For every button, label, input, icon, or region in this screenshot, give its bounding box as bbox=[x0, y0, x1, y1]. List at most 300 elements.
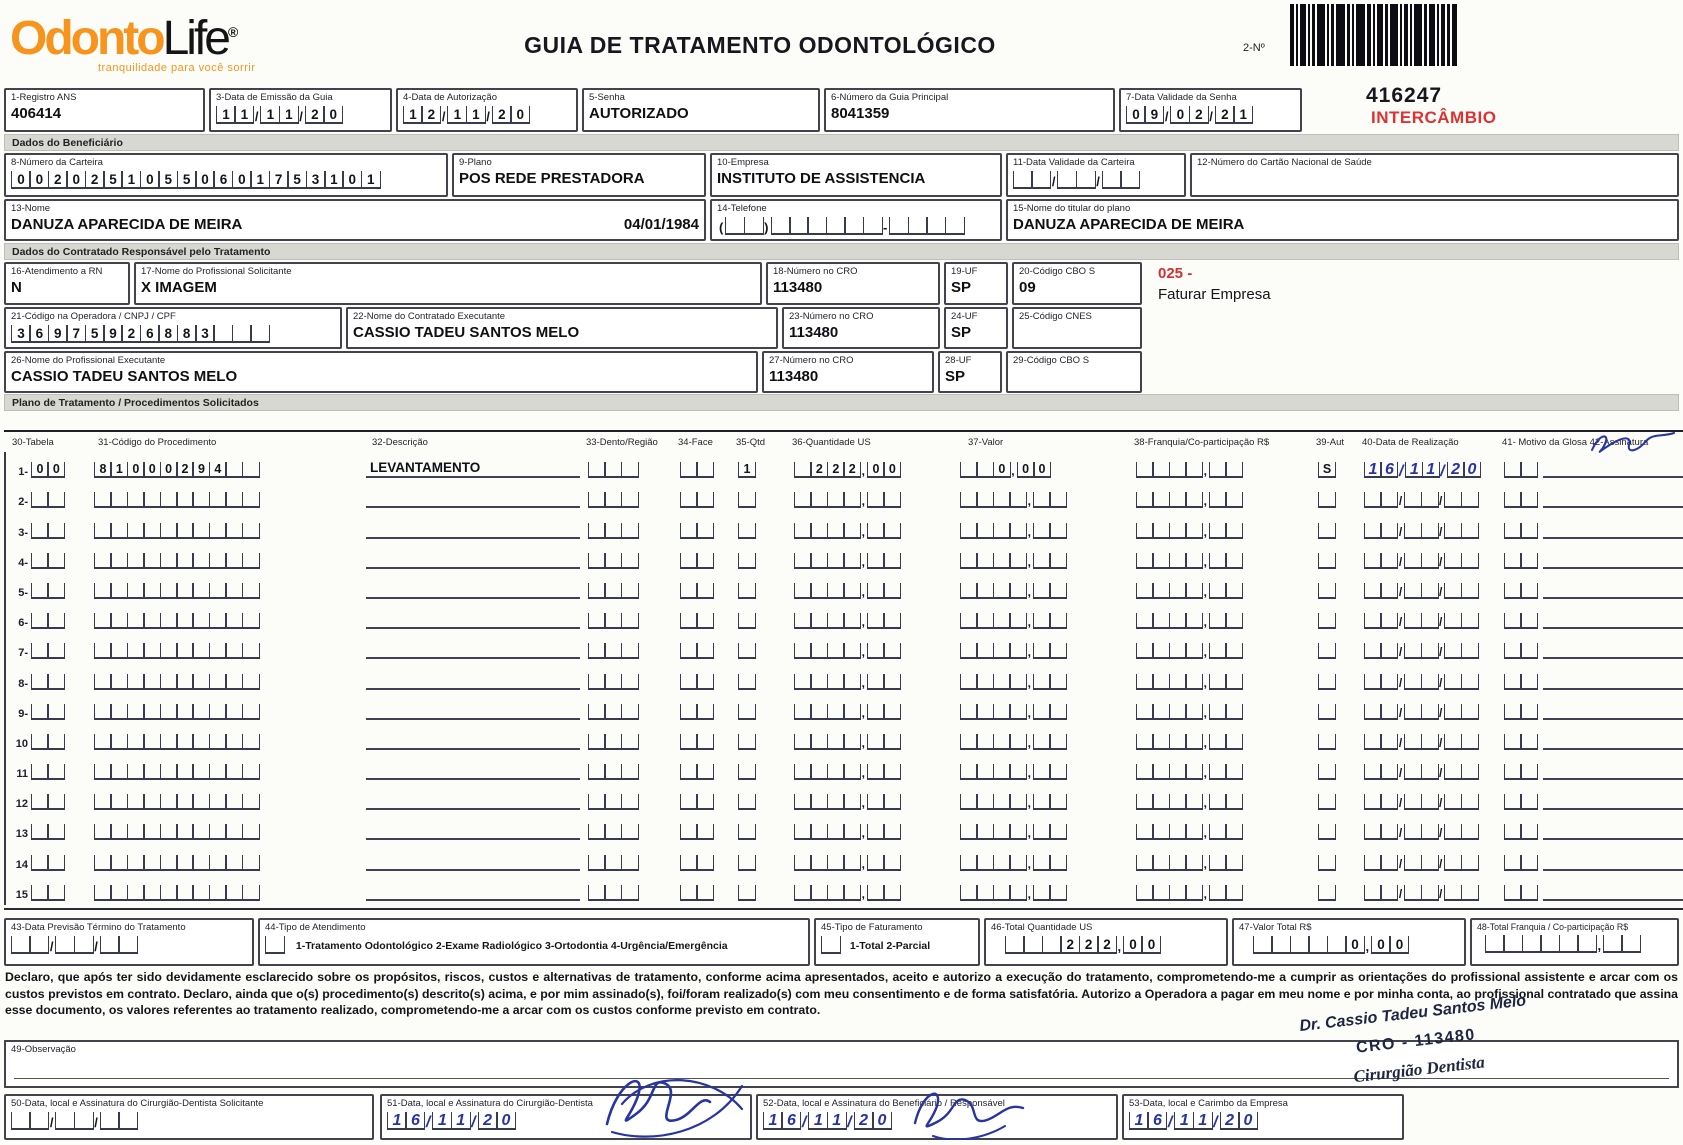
field-data-emissao: 3-Data de Emissão da Guia 1 1 / 1 1 / 2 0 bbox=[209, 88, 392, 132]
field-total-quantidade-us: 46-Total Quantidade US 2 2 2 , 0 0 bbox=[984, 918, 1228, 966]
signature-line bbox=[1543, 553, 1683, 569]
cell-dento-regiao bbox=[588, 701, 680, 724]
row-number: 15 bbox=[15, 888, 28, 901]
cell-glosa-assinatura bbox=[1504, 821, 1683, 844]
cell-tabela bbox=[6, 580, 94, 603]
cell-glosa-assinatura bbox=[1504, 610, 1683, 633]
cell-descricao bbox=[366, 792, 588, 814]
cell-tabela bbox=[6, 701, 94, 724]
cell-qtd bbox=[738, 882, 794, 905]
row-number: 6- bbox=[18, 617, 28, 630]
section-beneficiario: Dados do Beneficiário bbox=[4, 134, 1679, 151]
row-number: 8- bbox=[18, 677, 28, 690]
cell-tabela bbox=[6, 610, 94, 633]
cell-dento-regiao bbox=[588, 580, 680, 603]
cell-valor: , bbox=[960, 550, 1136, 573]
cell-descricao bbox=[366, 641, 588, 663]
signature-line bbox=[1543, 523, 1683, 539]
birth-date: 04/01/1984 bbox=[623, 216, 699, 233]
cell-dento-regiao bbox=[588, 791, 680, 814]
field-uf-profissional-executante: 28-UF SP bbox=[938, 351, 1002, 393]
cell-franquia: , bbox=[1136, 520, 1318, 543]
cell-codigo bbox=[94, 640, 366, 663]
signature-line bbox=[1543, 885, 1683, 901]
row-number: 2- bbox=[18, 496, 28, 509]
field-nome-beneficiario: 13-Nome DANUZA APARECIDA DE MEIRA 04/01/1984 bbox=[4, 199, 706, 241]
cell-dento-regiao bbox=[588, 731, 680, 754]
cell-qtd bbox=[738, 550, 794, 573]
cell-valor: , bbox=[960, 671, 1136, 694]
cell-franquia: , bbox=[1136, 580, 1318, 603]
signature-line bbox=[1543, 704, 1683, 720]
row-number: 9- bbox=[18, 707, 28, 720]
cell-franquia: , bbox=[1136, 640, 1318, 663]
cell-data-realizacao: / / bbox=[1364, 610, 1504, 633]
col-aut: 39-Aut bbox=[1316, 437, 1344, 448]
cell-dento-regiao bbox=[588, 852, 680, 875]
field-valor-total: 47-Valor Total R$ 0 , 0 0 bbox=[1232, 918, 1466, 966]
cell-aut bbox=[1318, 550, 1364, 573]
note-code: 025 - bbox=[1158, 265, 1193, 282]
col-data-realizacao: 40-Data de Realização bbox=[1362, 437, 1459, 448]
cell-face bbox=[680, 671, 738, 694]
form-title: GUIA DE TRATAMENTO ODONTOLÓGICO bbox=[524, 32, 996, 58]
cell-tabela bbox=[6, 852, 94, 875]
cell-aut bbox=[1318, 852, 1364, 875]
field-contratado-executante: 22-Nome do Contratado Executante CASSIO TADEU SANTOS MELO bbox=[346, 307, 778, 349]
cell-quantidade-us: , bbox=[794, 520, 960, 543]
cell-quantidade-us: , bbox=[794, 671, 960, 694]
cell-data-realizacao: / / bbox=[1364, 852, 1504, 875]
field-assinatura-beneficiario: 52-Data, local e Assinatura do Beneficiário / Responsável 1 6 / 1 1 / 2 0 bbox=[756, 1094, 1118, 1140]
cell-descricao bbox=[366, 521, 588, 543]
cell-descricao: LEVANTAMENTO bbox=[366, 460, 588, 482]
field-assinatura-cirurgiao-dentista: 51-Data, local e Assinatura do Cirurgião-Dentista 1 6 / 1 1 / 2 0 bbox=[380, 1094, 752, 1140]
cell-descricao bbox=[366, 490, 588, 512]
table-row bbox=[6, 512, 1683, 542]
cell-dento-regiao bbox=[588, 489, 680, 512]
col-tabela: 30-Tabela bbox=[12, 437, 54, 448]
field-value: 406414 bbox=[11, 105, 62, 122]
field-atendimento-rn: 16-Atendimento a RN N bbox=[4, 262, 130, 305]
cell-face bbox=[680, 459, 738, 482]
cell-qtd bbox=[738, 852, 794, 875]
cell-dento-regiao bbox=[588, 761, 680, 784]
signature-line bbox=[1543, 794, 1683, 810]
cell-tabela bbox=[6, 550, 94, 573]
cell-franquia: , bbox=[1136, 701, 1318, 724]
col-codigo: 31-Código do Procedimento bbox=[98, 437, 217, 448]
cell-codigo bbox=[94, 610, 366, 633]
cell-aut bbox=[1318, 671, 1364, 694]
cell-franquia: , bbox=[1136, 610, 1318, 633]
cell-quantidade-us: , bbox=[794, 821, 960, 844]
cell-codigo bbox=[94, 821, 366, 844]
cell-glosa-assinatura bbox=[1504, 701, 1683, 724]
cell-tabela bbox=[6, 761, 94, 784]
cell-data-realizacao: / / bbox=[1364, 731, 1504, 754]
signature-line bbox=[1543, 855, 1683, 871]
cell-aut bbox=[1318, 520, 1364, 543]
field-validade-carteira: 11-Data Validade da Carteira / / bbox=[1006, 153, 1186, 197]
declaration-text: Declaro, que após ter sido devidamente esclarecido sobre os propósitos, riscos, custos e alternativas de tratamento, conforme acima apresentados, aceito e autorizo a execução do tratamento, comprometendo-me a cumprir as orientações do profissional assistente e arcar com os custos previstos em contrato. Declaro, ainda que o(s) procedimento(s) descrito(s) acima, e por mim assinado(s), foi/foram realizado(s) com meu consentimento e de forma satisfatória. Autorizo a Operadora a pagar em meu nome e por minha conta, ao profissional contratado que assina esse documento, os valores referentes ao tratamento realizado, comprometendo-me a arcar com os custos conforme previsto em contrato. bbox=[5, 970, 1678, 1017]
field-uf-executante-contratado: 24-UF SP bbox=[944, 307, 1008, 349]
cell-face bbox=[680, 580, 738, 603]
cell-franquia: , bbox=[1136, 791, 1318, 814]
cell-data-realizacao: / / bbox=[1364, 701, 1504, 724]
faturar-empresa-note bbox=[1158, 263, 1271, 305]
cell-codigo bbox=[94, 671, 366, 694]
col-glosa-assinatura: 41- Motivo da Glosa 42-Assinatura bbox=[1502, 437, 1649, 448]
cell-qtd bbox=[738, 821, 794, 844]
col-dento-regiao: 33-Dento/Região bbox=[586, 437, 658, 448]
col-valor: 37-Valor bbox=[968, 437, 1004, 448]
field-profissional-executante: 26-Nome do Profissional Executante CASSIO TADEU SANTOS MELO bbox=[4, 351, 758, 393]
table-row bbox=[6, 844, 1683, 874]
field-registro-ans bbox=[4, 88, 205, 132]
beneficiary-signature bbox=[905, 1078, 1035, 1140]
odontolife-logo bbox=[10, 6, 238, 65]
cell-glosa-assinatura bbox=[1504, 852, 1683, 875]
cell-quantidade-us: , bbox=[794, 610, 960, 633]
cell-valor: , bbox=[960, 701, 1136, 724]
field-cnes: 25-Código CNES bbox=[1012, 307, 1142, 349]
field-profissional-solicitante: 17-Nome do Profissional Solicitante X IMAGEM bbox=[134, 262, 762, 305]
cell-valor: , bbox=[960, 489, 1136, 512]
cell-face bbox=[680, 821, 738, 844]
field-empresa: 10-Empresa INSTITUTO DE ASSISTENCIA bbox=[710, 153, 1002, 197]
field-cro-solicitante: 18-Número no CRO 113480 bbox=[766, 262, 940, 305]
cell-aut bbox=[1318, 640, 1364, 663]
table-header bbox=[4, 430, 1683, 452]
field-cro-profissional-executante: 27-Número no CRO 113480 bbox=[762, 351, 934, 393]
table-row bbox=[6, 543, 1683, 573]
cell-franquia: , bbox=[1136, 882, 1318, 905]
cell-franquia: , bbox=[1136, 459, 1318, 482]
cell-valor: , bbox=[960, 791, 1136, 814]
cell-tabela bbox=[6, 640, 94, 663]
barcode bbox=[1290, 4, 1458, 66]
field-titular-plano: 15-Nome do titular do plano DANUZA APARECIDA DE MEIRA bbox=[1006, 199, 1679, 241]
col-franquia: 38-Franquia/Co-participação R$ bbox=[1134, 437, 1270, 448]
cell-data-realizacao: / / bbox=[1364, 761, 1504, 784]
field-cbo-executante: 29-Código CBO S bbox=[1006, 351, 1142, 393]
cell-data-realizacao: / / bbox=[1364, 821, 1504, 844]
row-number: 10 bbox=[15, 737, 28, 750]
signature-line bbox=[1543, 583, 1683, 599]
col-quantidade-us: 36-Quantidade US bbox=[792, 437, 871, 448]
cell-qtd bbox=[738, 520, 794, 543]
cell-glosa-assinatura bbox=[1504, 791, 1683, 814]
table-row bbox=[6, 754, 1683, 784]
cell-valor: , bbox=[960, 520, 1136, 543]
cell-qtd bbox=[738, 489, 794, 512]
cell-aut bbox=[1318, 821, 1364, 844]
field-total-franquia: 48-Total Franquia / Co-participação R$ , bbox=[1470, 918, 1679, 966]
cell-face bbox=[680, 550, 738, 573]
signature-line bbox=[1543, 613, 1683, 629]
cell-quantidade-us: , bbox=[794, 489, 960, 512]
row-number: 1- bbox=[18, 466, 28, 479]
cell-valor: , bbox=[960, 610, 1136, 633]
cell-valor: , bbox=[960, 761, 1136, 784]
cell-quantidade-us: , bbox=[794, 701, 960, 724]
cell-aut bbox=[1318, 489, 1364, 512]
cell-glosa-assinatura bbox=[1504, 520, 1683, 543]
cell-quantidade-us: , bbox=[794, 761, 960, 784]
cell-glosa-assinatura bbox=[1504, 761, 1683, 784]
cell-quantidade-us: , bbox=[794, 640, 960, 663]
cell-tabela bbox=[6, 731, 94, 754]
cell-valor: , bbox=[960, 731, 1136, 754]
cell-valor: , bbox=[960, 821, 1136, 844]
signature-line bbox=[1543, 462, 1683, 478]
row-number: 14 bbox=[15, 858, 28, 871]
field-numero-carteira: 8-Número da Carteira 0 0 2 0 2 5 1 0 5 5 0 6 0 1 7 5 3 1 0 1 bbox=[4, 153, 448, 197]
col-descricao: 32-Descrição bbox=[372, 437, 428, 448]
cell-face bbox=[680, 852, 738, 875]
signature-line bbox=[1543, 643, 1683, 659]
table-row bbox=[6, 482, 1683, 512]
field-validade-senha: 7-Data Validade da Senha 0 9 / 0 2 / 2 1 bbox=[1119, 88, 1302, 132]
cell-qtd bbox=[738, 791, 794, 814]
cell-descricao bbox=[366, 822, 588, 844]
cell-qtd bbox=[738, 671, 794, 694]
cell-tabela bbox=[6, 882, 94, 905]
signature-line bbox=[1543, 764, 1683, 780]
cell-codigo bbox=[94, 550, 366, 573]
row-number: 13 bbox=[15, 828, 28, 841]
cell-valor: , bbox=[960, 580, 1136, 603]
cell-dento-regiao bbox=[588, 882, 680, 905]
cell-quantidade-us: , bbox=[794, 731, 960, 754]
field-observacao: 49-Observação bbox=[4, 1040, 1679, 1088]
cell-codigo bbox=[94, 791, 366, 814]
field-cartao-nacional-saude: 12-Número do Cartão Nacional de Saúde bbox=[1190, 153, 1679, 197]
cell-tabela bbox=[6, 671, 94, 694]
cell-aut bbox=[1318, 731, 1364, 754]
cell-face bbox=[680, 791, 738, 814]
table-row bbox=[6, 452, 1683, 482]
cell-quantidade-us: , bbox=[794, 550, 960, 573]
cell-glosa-assinatura bbox=[1504, 550, 1683, 573]
field-previsao-termino: 43-Data Previsão Término do Tratamento / / bbox=[4, 918, 254, 966]
stamp-title: Cirurgião Dentista bbox=[1352, 1052, 1486, 1087]
field-codigo-operadora: 21-Código na Operadora / CNPJ / CPF 3 6 9 7 5 9 2 6 8 8 3 bbox=[4, 307, 342, 349]
field-numero-guia-principal: 6-Número da Guia Principal 8041359 bbox=[824, 88, 1115, 132]
logo-life: Life bbox=[162, 12, 228, 65]
logo-tagline: tranquilidade para você sorrir bbox=[98, 62, 256, 74]
cell-tabela bbox=[6, 489, 94, 512]
table-row bbox=[6, 603, 1683, 633]
field-data-autorizacao: 4-Data de Autorização 1 2 / 1 1 / 2 0 bbox=[396, 88, 578, 132]
cell-data-realizacao: / / bbox=[1364, 791, 1504, 814]
cell-aut bbox=[1318, 580, 1364, 603]
cell-quantidade-us: , bbox=[794, 852, 960, 875]
section-plano-tratamento: Plano de Tratamento / Procedimentos Solicitados bbox=[4, 394, 1679, 411]
cell-descricao bbox=[366, 732, 588, 754]
cell-glosa-assinatura bbox=[1504, 640, 1683, 663]
row-number: 7- bbox=[18, 647, 28, 660]
cell-face bbox=[680, 520, 738, 543]
beneficiary-name: DANUZA APARECIDA DE MEIRA bbox=[11, 216, 243, 233]
cell-dento-regiao bbox=[588, 520, 680, 543]
treatment-rows bbox=[4, 452, 1683, 905]
cell-aut bbox=[1318, 610, 1364, 633]
cell-dento-regiao bbox=[588, 459, 680, 482]
cell-aut bbox=[1318, 761, 1364, 784]
cell-codigo bbox=[94, 580, 366, 603]
cell-valor: , bbox=[960, 882, 1136, 905]
note-text: Faturar Empresa bbox=[1158, 286, 1271, 303]
table-row bbox=[6, 875, 1683, 905]
tipo-faturamento-options: 1-Total 2-Parcial bbox=[849, 940, 931, 952]
barcode-field-label: 2-Nº bbox=[1243, 42, 1265, 54]
cell-franquia: , bbox=[1136, 671, 1318, 694]
cell-quantidade-us: 2 2 2 , 0 0 bbox=[794, 459, 960, 482]
tipo-atendimento-options: 1-Tratamento Odontológico 2-Exame Radiológico 3-Ortodontia 4-Urgência/Emergência bbox=[295, 940, 728, 952]
cell-descricao bbox=[366, 611, 588, 633]
table-bottom-line bbox=[4, 908, 1683, 910]
stamp-cro: CRO - 113480 bbox=[1355, 1026, 1477, 1057]
cell-tabela bbox=[6, 791, 94, 814]
field-uf-solicitante: 19-UF SP bbox=[944, 262, 1008, 305]
cell-data-realizacao: / / bbox=[1364, 671, 1504, 694]
intercambio-label: INTERCÂMBIO bbox=[1371, 108, 1497, 127]
cell-glosa-assinatura bbox=[1504, 731, 1683, 754]
cell-quantidade-us: , bbox=[794, 882, 960, 905]
cell-codigo bbox=[94, 761, 366, 784]
signature-line bbox=[1543, 492, 1683, 508]
cell-qtd bbox=[738, 640, 794, 663]
cell-quantidade-us: , bbox=[794, 580, 960, 603]
cell-descricao bbox=[366, 883, 588, 905]
cell-face bbox=[680, 761, 738, 784]
cell-face bbox=[680, 640, 738, 663]
cell-qtd bbox=[738, 761, 794, 784]
guide-number: 416247 bbox=[1366, 84, 1443, 107]
logo-odonto: Odonto bbox=[10, 12, 163, 65]
cell-valor: , bbox=[960, 852, 1136, 875]
cell-qtd: 1 bbox=[738, 459, 794, 482]
signature-line bbox=[1543, 824, 1683, 840]
cell-dento-regiao bbox=[588, 550, 680, 573]
cell-franquia: , bbox=[1136, 731, 1318, 754]
cell-data-realizacao: / / bbox=[1364, 882, 1504, 905]
field-cbo-solicitante: 20-Código CBO S 09 bbox=[1012, 262, 1142, 305]
cell-tabela bbox=[6, 520, 94, 543]
cell-glosa-assinatura bbox=[1504, 459, 1683, 482]
dentist-signature bbox=[592, 1064, 752, 1144]
cell-face bbox=[680, 610, 738, 633]
row-number: 12 bbox=[15, 798, 28, 811]
cell-descricao bbox=[366, 551, 588, 573]
cell-descricao bbox=[366, 672, 588, 694]
field-tipo-atendimento: 44-Tipo de Atendimento 1-Tratamento Odontológico 2-Exame Radiológico 3-Ortodontia 4-Urgência/Emergência bbox=[258, 918, 810, 966]
cell-codigo bbox=[94, 852, 366, 875]
cell-franquia: , bbox=[1136, 550, 1318, 573]
cell-descricao bbox=[366, 853, 588, 875]
signature-line bbox=[1543, 734, 1683, 750]
procedure-row-signature bbox=[1588, 428, 1680, 458]
cell-quantidade-us: , bbox=[794, 791, 960, 814]
cell-codigo bbox=[94, 489, 366, 512]
field-cro-executante-contratado: 23-Número no CRO 113480 bbox=[782, 307, 940, 349]
row-number: 4- bbox=[18, 556, 28, 569]
field-carimbo-empresa: 53-Data, local e Carimbo da Empresa 1 6 / 1 1 / 2 0 bbox=[1122, 1094, 1404, 1140]
table-row bbox=[6, 724, 1683, 754]
field-tipo-faturamento: 45-Tipo de Faturamento 1-Total 2-Parcial bbox=[814, 918, 980, 966]
cell-face bbox=[680, 701, 738, 724]
cell-codigo bbox=[94, 882, 366, 905]
cell-valor: 0 , 0 0 bbox=[960, 459, 1136, 482]
cell-franquia: , bbox=[1136, 821, 1318, 844]
cell-data-realizacao: / / bbox=[1364, 489, 1504, 512]
cell-descricao bbox=[366, 702, 588, 724]
cell-tabela: 1- 0 0 bbox=[6, 459, 94, 482]
cell-franquia: , bbox=[1136, 761, 1318, 784]
cell-codigo: 8 1 0 0 0 2 9 4 bbox=[94, 459, 366, 482]
table-row bbox=[6, 694, 1683, 724]
cell-glosa-assinatura bbox=[1504, 580, 1683, 603]
table-row bbox=[6, 633, 1683, 663]
cell-glosa-assinatura bbox=[1504, 671, 1683, 694]
cell-face bbox=[680, 731, 738, 754]
field-telefone: 14-Telefone ( ) - bbox=[710, 199, 1002, 241]
table-row bbox=[6, 663, 1683, 693]
cell-valor: , bbox=[960, 640, 1136, 663]
cell-data-realizacao: / / bbox=[1364, 550, 1504, 573]
signature-line bbox=[1543, 674, 1683, 690]
cell-glosa-assinatura bbox=[1504, 489, 1683, 512]
row-number: 5- bbox=[18, 586, 28, 599]
cell-codigo bbox=[94, 731, 366, 754]
cell-data-realizacao: / / bbox=[1364, 580, 1504, 603]
field-label: 1-Registro ANS bbox=[11, 92, 77, 103]
cell-franquia: , bbox=[1136, 489, 1318, 512]
cell-aut bbox=[1318, 701, 1364, 724]
cell-data-realizacao: 1 6 / 1 1 / 2 0 bbox=[1364, 459, 1504, 482]
cell-aut bbox=[1318, 791, 1364, 814]
field-senha: 5-Senha AUTORIZADO bbox=[582, 88, 820, 132]
cell-dento-regiao bbox=[588, 640, 680, 663]
cell-aut: S bbox=[1318, 459, 1364, 482]
cell-tabela bbox=[6, 821, 94, 844]
cell-codigo bbox=[94, 701, 366, 724]
field-assinatura-solicitante: 50-Data, local e Assinatura do Cirurgião-Dentista Solicitante / / bbox=[4, 1094, 374, 1140]
table-row bbox=[6, 814, 1683, 844]
cell-dento-regiao bbox=[588, 821, 680, 844]
cell-face bbox=[680, 882, 738, 905]
cell-face bbox=[680, 489, 738, 512]
table-row bbox=[6, 573, 1683, 603]
cell-aut bbox=[1318, 882, 1364, 905]
cell-dento-regiao bbox=[588, 610, 680, 633]
table-row bbox=[6, 784, 1683, 814]
cell-descricao bbox=[366, 581, 588, 603]
cell-data-realizacao: / / bbox=[1364, 520, 1504, 543]
cell-qtd bbox=[738, 701, 794, 724]
row-number: 3- bbox=[18, 526, 28, 539]
field-plano: 9-Plano POS REDE PRESTADORA bbox=[452, 153, 706, 197]
cell-qtd bbox=[738, 731, 794, 754]
field-value: 1 1 / 1 1 / 2 0 bbox=[216, 106, 342, 124]
row-number: 11 bbox=[16, 768, 28, 781]
cell-qtd bbox=[738, 580, 794, 603]
cell-dento-regiao bbox=[588, 671, 680, 694]
registered-mark: ® bbox=[228, 24, 239, 40]
cell-descricao bbox=[366, 762, 588, 784]
